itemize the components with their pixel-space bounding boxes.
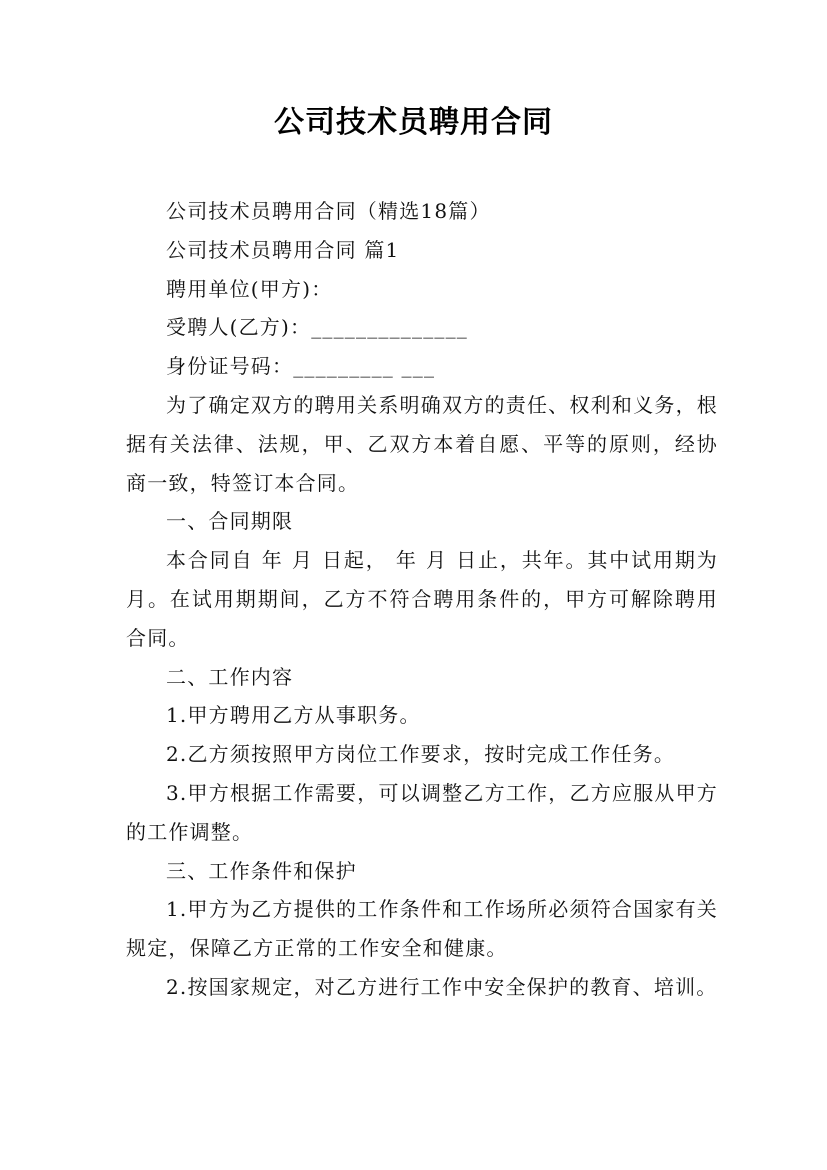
conditions-item-1: 1.甲方为乙方提供的工作条件和工作场所必须符合国家有关规定，保障乙方正常的工作安全和健康。 (126, 897, 718, 961)
section-heading-work-content: 二、工作内容 (166, 664, 294, 689)
conditions-item-2: 2.按国家规定，对乙方进行工作中安全保护的教育、培训。 (166, 974, 718, 999)
work-content-item-1: 1.甲方聘用乙方从事职务。 (166, 703, 421, 728)
id-number-field: 身份证号码：_________ ___ (166, 354, 436, 379)
employer-field: 聘用单位(甲方)： (166, 276, 333, 301)
work-content-item-2: 2.乙方须按照甲方岗位工作要求，按时完成工作任务。 (166, 742, 676, 767)
section-heading-part1: 公司技术员聘用合同 篇1 (166, 237, 400, 262)
document-title: 公司技术员聘用合同 (274, 105, 553, 140)
subtitle-paragraph: 公司技术员聘用合同（精选18篇） (166, 199, 491, 223)
document-body (126, 192, 718, 1007)
section-heading-conditions: 三、工作条件和保护 (166, 858, 357, 883)
term-paragraph: 本合同自 年 月 日起， 年 月 日止，共年。其中试用期为月。在试用期期间，乙方不符合聘用条件的，甲方可解除聘用合同。 (126, 548, 718, 650)
section-heading-term: 一、合同期限 (166, 509, 294, 534)
employee-field: 受聘人(乙方)：______________ (166, 315, 469, 340)
work-content-item-3: 3.甲方根据工作需要，可以调整乙方工作，乙方应服从甲方的工作调整。 (126, 780, 718, 844)
preamble-paragraph: 为了确定双方的聘用关系明确双方的责任、权利和义务，根据有关法律、法规，甲、乙双方本着自愿、平等的原则，经协商一致，特签订本合同。 (126, 392, 718, 495)
